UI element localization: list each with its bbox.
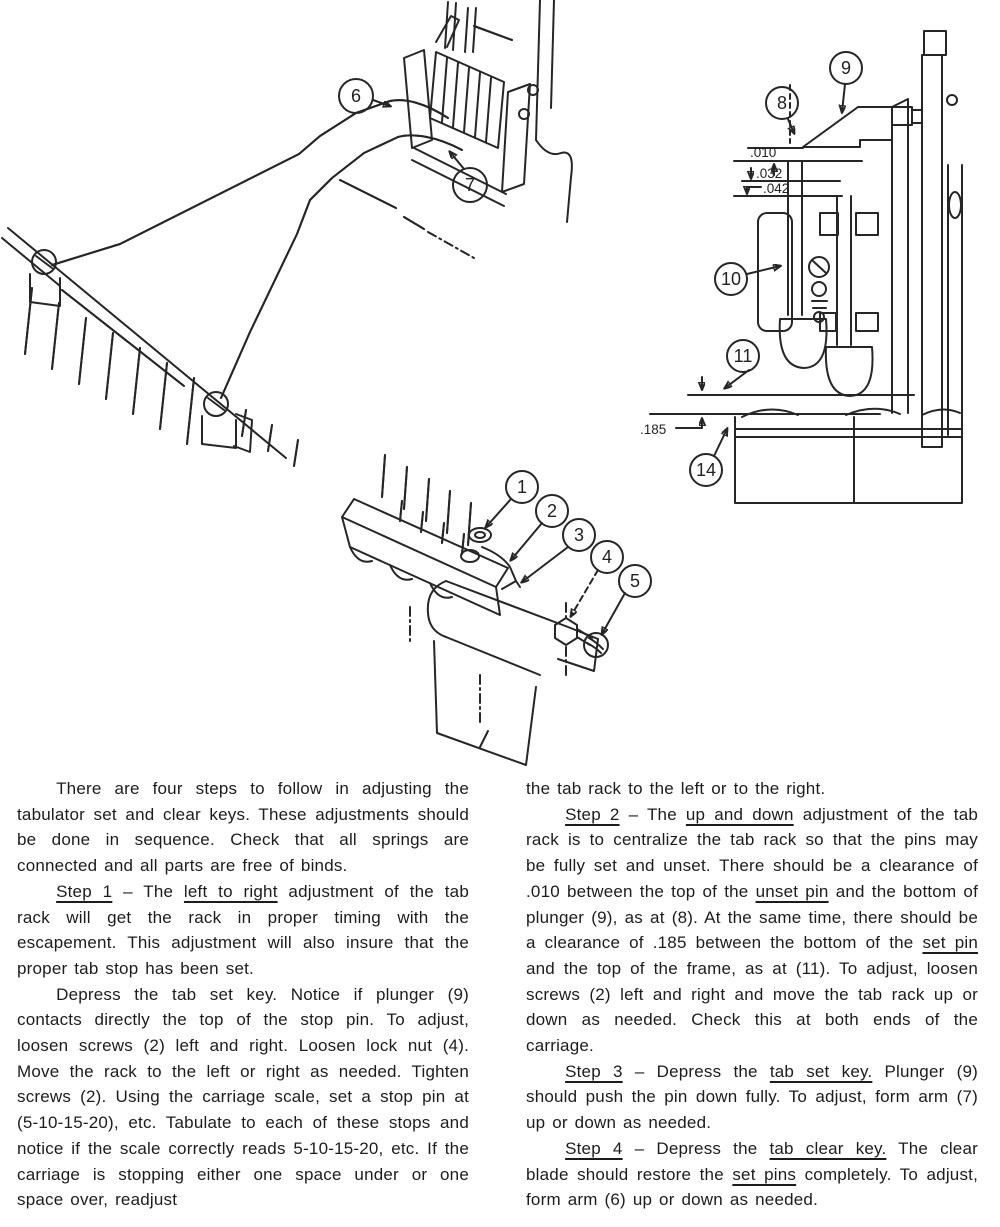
paragraph: [526, 1059, 978, 1136]
text-segment: the tab rack to the left or to the right.: [526, 779, 826, 798]
frame-block: [735, 409, 962, 503]
svg-text:3: 3: [573, 525, 585, 545]
underlined-phrase: set pins: [732, 1164, 797, 1184]
text-segment: adjustment of the tab rack is to centralize the tab rack so that the pins may be fully set and unset. There should be a clearance of .010 between the top of the: [526, 804, 979, 901]
paragraph: [17, 879, 469, 982]
paragraph: [526, 802, 978, 1059]
svg-text:6: 6: [350, 86, 362, 106]
text-segment: The clear blade should restore the: [526, 1138, 978, 1184]
svg-text:2: 2: [546, 501, 558, 521]
callout-9: [830, 52, 862, 112]
callout-11: [725, 340, 759, 388]
callout-8: [766, 87, 798, 133]
tab-rack-section: [758, 213, 878, 331]
link-arms: [52, 100, 474, 398]
tab-rack-comb: [2, 228, 298, 466]
rack-bar: [342, 499, 520, 615]
svg-text:4: 4: [601, 547, 613, 567]
paragraph: [17, 776, 469, 879]
svg-text:11: 11: [733, 346, 753, 366]
text-segment: Depress the tab set key. Notice if plunger (9) contacts directly the top of the stop pin. To adjust, loosen screws (2) left and right. Loosen lock nut (4). Move the rack to the left or right as needed. Tighten screws (2). Using the carriage scale, set a stop pin at (5-10-15-20), etc. Tabulate to each of these stops and notice if the scale correctly reads 5-10-15-20, etc. If the carriage is stopping either one space under or one space over, readjust: [17, 984, 469, 1210]
paragraph: [526, 776, 978, 802]
text-segment: adjustment of the tab rack will get the rack in proper timing with the escapement. This adjustment will also insure that the proper tab stop has been set.: [17, 881, 469, 978]
svg-text:.032: .032: [756, 166, 783, 181]
underlined-phrase: tab set key.: [769, 1061, 873, 1081]
callout-5: [602, 565, 651, 634]
underlined-phrase: up and down: [685, 804, 794, 824]
text-column-left: [17, 776, 469, 1213]
callout-3: [522, 519, 595, 582]
callout-10: [715, 263, 780, 295]
callout-1: [486, 471, 538, 527]
svg-text:.042: .042: [763, 181, 790, 196]
plunger: [790, 85, 922, 147]
frame-plates: [892, 31, 962, 447]
text-segment: Plunger (9) should push the pin down fully. To adjust, form arm (7) up or down as needed.: [526, 1061, 978, 1133]
underlined-phrase: left to right: [183, 881, 278, 901]
text-segment: – Depress the: [622, 1061, 770, 1081]
svg-text:10: 10: [720, 269, 742, 289]
text-segment: and the bottom of plunger (9), as at (8). At the same time, there should be a clearance of .185 between the bottom of the: [526, 881, 979, 953]
underlined-phrase: set pin: [922, 933, 978, 953]
paragraph: [526, 1136, 978, 1213]
key-mechanism: [404, 0, 572, 222]
svg-text:7: 7: [464, 175, 476, 195]
underlined-phrase: Step 1: [56, 881, 113, 901]
svg-text:14: 14: [695, 460, 717, 480]
svg-text:1: 1: [516, 477, 528, 497]
text-segment: – The: [112, 881, 184, 901]
underlined-phrase: Step 2: [565, 804, 620, 824]
rack-pins: [382, 455, 471, 554]
svg-text:8: 8: [776, 93, 788, 113]
instruction-text: [0, 776, 1000, 1213]
svg-text:5: 5: [629, 571, 641, 591]
text-segment: and the top of the frame, as at (11). To adjust, loosen screws (2) left and right and move the tab rack up or down as needed. Check this at both ends of the carriage.: [526, 958, 978, 1056]
underlined-phrase: Step 4: [565, 1138, 623, 1158]
paragraph: [17, 982, 469, 1213]
text-segment: completely. To adjust, form arm (6) up or down as needed.: [526, 1164, 979, 1210]
text-segment: – Depress the: [622, 1138, 770, 1158]
svg-text:.185: .185: [640, 422, 667, 437]
underlined-phrase: Step 3: [565, 1061, 623, 1081]
svg-text:9: 9: [840, 58, 852, 78]
callout-4: [571, 541, 623, 616]
svg-text:.010: .010: [750, 145, 777, 160]
callout-6: [339, 79, 390, 113]
underlined-phrase: tab clear key.: [769, 1138, 887, 1158]
clearance-dimensions: [734, 145, 862, 196]
text-segment: There are four steps to follow in adjusting the tabulator set and clear keys. These adjustments should be done in sequence. Check that all springs are connected and all parts are free of binds.: [17, 779, 469, 876]
underlined-phrase: unset pin: [755, 881, 829, 901]
figure-rack-detail-drawing: [330, 435, 720, 770]
text-segment: – The: [619, 804, 686, 824]
text-column-right: [526, 776, 978, 1213]
clamp-bracket: [410, 581, 608, 765]
callout-2: [511, 495, 568, 560]
